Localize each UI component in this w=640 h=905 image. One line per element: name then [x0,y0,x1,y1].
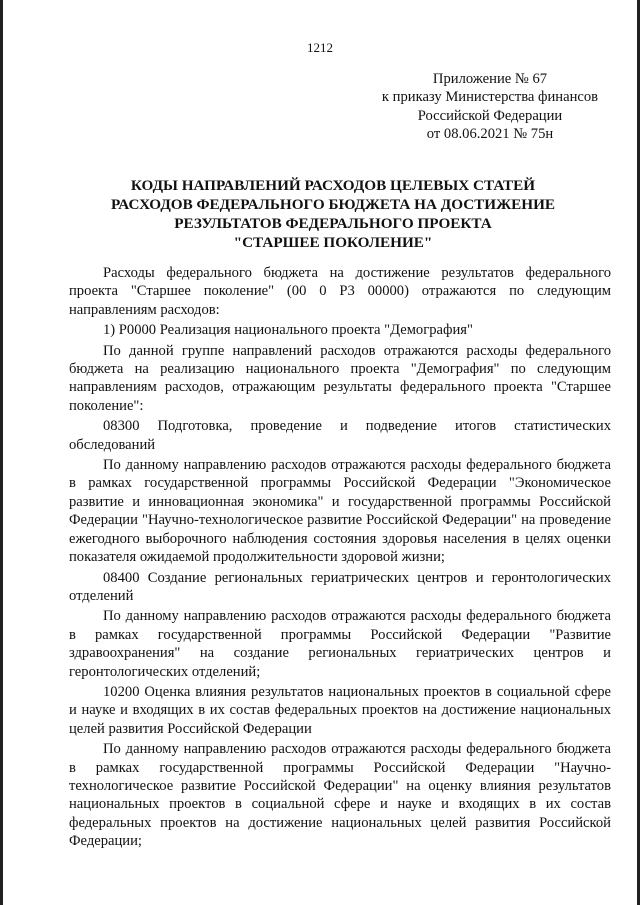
appendix-line: Приложение № 67 [432,71,548,87]
appendix-line: от 08.06.2021 № 75н [426,126,554,143]
appendix-line: Российской Федерации [417,107,563,124]
title-line: КОДЫ НАПРАВЛЕНИЙ РАСХОДОВ ЦЕЛЕВЫХ СТАТЕЙ [130,177,536,194]
paragraph: Расходы федерального бюджета на достижение результатов федерального проекта "Старшее поколение" (00 0 Р3 00000) отражаются по следующим направлениям расходов: [69,265,611,318]
title-line: РАСХОДОВ ФЕДЕРАЛЬНОГО БЮДЖЕТА НА ДОСТИЖЕНИЕ [110,196,556,213]
paragraph: По данному направлению расходов отражаются расходы федерального бюджета в рамках государственной программы Российской Федерации "Научно-технологическое развитие Российской Федерации" на оценку влияния результатов национальных проектов в социальной сфере и науке и входящих в их состав федеральных проектов на достижение национальных целей развития Российской Федерации; [69,741,611,850]
document-title [63,176,603,252]
paragraph: 10200 Оценка влияния результатов национальных проектов в социальной сфере и науке и входящих в их состав федеральных проектов на достижение национальных целей развития Российской Федерации [69,683,611,737]
paragraph: По данному направлению расходов отражаются расходы федерального бюджета в рамках государственной программы Российской Федерации "Экономическое развитие и инновационная экономика" и государственной программы Российской Федерации "Научно-технологическое развитие Российской Федерации" на проведение ежегодного выборочного наблюдения состояния здоровья населения в целях оценки показателя ожидаемой продолжительности здоровой жизни; [69,457,611,566]
title-line: РЕЗУЛЬТАТОВ ФЕДЕРАЛЬНОГО ПРОЕКТА [174,215,492,232]
paragraph: 08300 Подготовка, проведение и подведение итогов статистических обследований [69,418,611,453]
title-line: "СТАРШЕЕ ПОКОЛЕНИЕ" [233,234,433,251]
paragraph: По данной группе направлений расходов отражаются расходы федерального бюджета на реализацию национального проекта "Демография" по следующим направлениям расходов, отражающим результаты федерального проекта "Старшее поколение": [69,342,611,414]
page-number: 1212 [307,40,333,55]
appendix-line: к приказу Министерства финансов [381,89,599,106]
appendix-header [375,70,605,144]
paragraph: По данному направлению расходов отражаются расходы федерального бюджета в рамках государственной программы Российской Федерации "Развитие здравоохранения" на создание региональных гериатрических центров и геронтологических отделений; [69,608,611,680]
document-body [69,264,611,851]
paragraph: 1) Р0000 Реализация национального проекта "Демография" [103,322,473,339]
paragraph: 08400 Создание региональных гериатрических центров и геронтологических отделений [69,569,611,604]
